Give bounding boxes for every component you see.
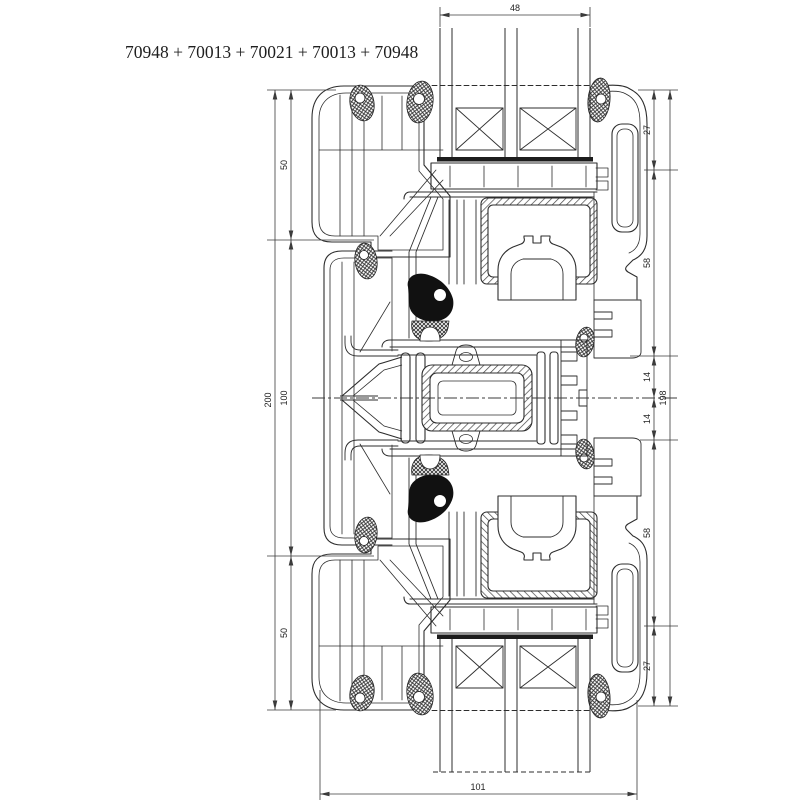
dim-right-total: 198 [658, 390, 668, 406]
seal-blobs [347, 77, 612, 358]
dim-right-seg-4: 58 [642, 527, 652, 539]
window-profiles-top-half [312, 77, 647, 398]
dim-left-seg-1: 100 [279, 390, 289, 406]
right-frame-profile [594, 85, 647, 358]
glazing-bead-strip [431, 157, 597, 189]
dim-left-seg-0: 50 [279, 159, 289, 171]
dim-right-seg-2: 14 [642, 371, 652, 383]
glazing-top [440, 28, 590, 157]
dim-left-seg-2: 50 [279, 627, 289, 639]
dim-right-seg-1: 58 [642, 257, 652, 269]
glazing-bottom [433, 639, 592, 772]
dim-top-width: 48 [509, 3, 521, 13]
dim-bottom-width: 101 [470, 782, 486, 792]
glazing-spacer-boxes [456, 108, 576, 150]
coupler-left-arm [340, 357, 402, 439]
center-gasket [408, 274, 454, 342]
seal-blob [353, 242, 380, 281]
steel-reinforcement-hat [498, 236, 576, 300]
dim-right-seg-3: 14 [642, 413, 652, 425]
dim-left-total: 200 [263, 392, 273, 408]
window-profiles-bottom-half [312, 398, 647, 719]
profile-combination-title: 70948 + 70013 + 70021 + 70013 + 70948 [125, 42, 419, 62]
dim-right-seg-0: 27 [642, 124, 652, 136]
dim-right-seg-5: 27 [642, 660, 652, 672]
